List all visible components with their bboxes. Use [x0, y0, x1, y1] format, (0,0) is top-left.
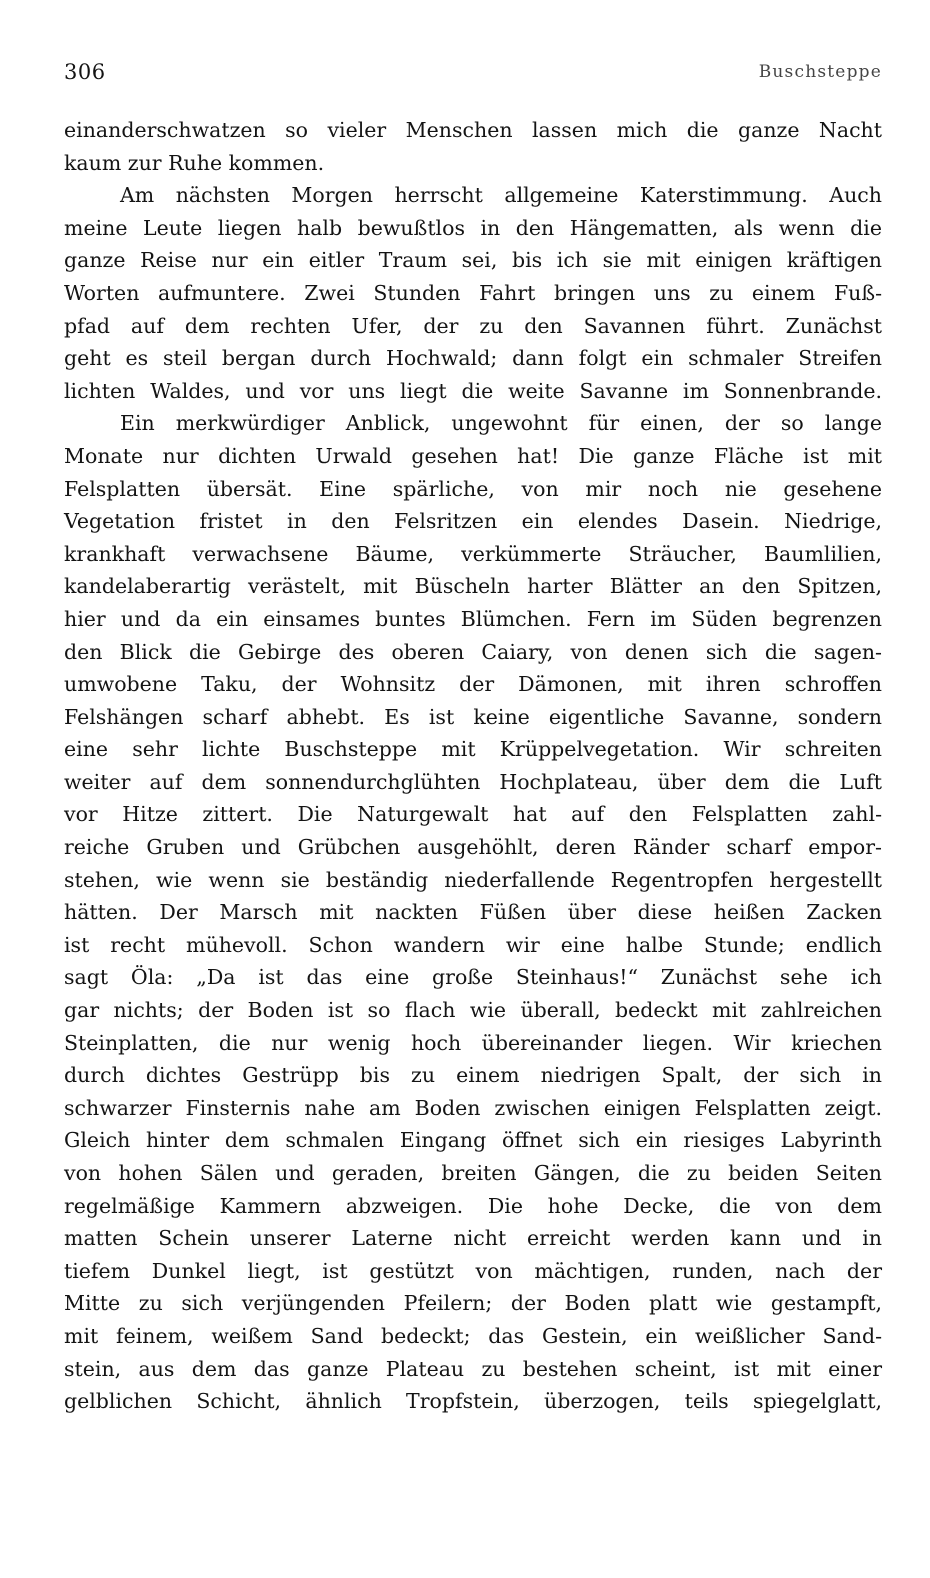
- text-line: Gleich hinter dem schmalen Eingang öffnet sich ein riesiges Labyrinth: [64, 1128, 882, 1153]
- page-header: [64, 56, 882, 96]
- paragraph: [64, 179, 882, 407]
- text-line: den Blick die Gebirge des oberen Caiary, von denen sich die sagen-: [64, 639, 882, 664]
- text-line: Felshängen scharf abhebt. Es ist keine eigentliche Savanne, sondern: [64, 704, 882, 729]
- text-line: pfad auf dem rechten Ufer, der zu den Savannen führt. Zunächst: [64, 313, 882, 338]
- text-line: stehen, wie wenn sie beständig niederfallende Regentropfen hergestellt: [64, 867, 882, 892]
- text-line: lichten Waldes, und vor uns liegt die weite Savanne im Sonnenbrande.: [64, 378, 882, 403]
- text-line: von hohen Sälen und geraden, breiten Gängen, die zu beiden Seiten: [64, 1161, 882, 1185]
- running-head: Buschsteppe: [758, 62, 882, 82]
- text-line: kandelaberartig verästelt, mit Büscheln harter Blätter an den Spitzen,: [64, 574, 882, 599]
- text-line: umwobene Taku, der Wohnsitz der Dämonen, mit ihren schroffen: [64, 672, 882, 697]
- text-line: vor Hitze zittert. Die Naturgewalt hat auf den Felsplatten zahl-: [64, 802, 882, 827]
- text-line: eine sehr lichte Buschsteppe mit Krüppelvegetation. Wir schreiten: [64, 737, 882, 762]
- text-line: einanderschwatzen so vieler Menschen lassen mich die ganze Nacht: [64, 118, 882, 142]
- text-line: geht es steil bergan durch Hochwald; dann folgt ein schmaler Streifen: [64, 346, 882, 371]
- text-line: Am nächsten Morgen herrscht allgemeine Katerstimmung. Auch: [120, 183, 882, 208]
- text-line: Ein merkwürdiger Anblick, ungewohnt für einen, der so lange: [120, 411, 882, 436]
- paragraph: [64, 114, 882, 179]
- body-text: [64, 114, 882, 1418]
- text-line: Felsplatten übersät. Eine spärliche, von mir noch nie gesehene: [64, 476, 882, 501]
- text-line: ist recht mühevoll. Schon wandern wir eine halbe Stunde; endlich: [64, 932, 882, 957]
- text-line: weiter auf dem sonnendurchglühten Hochplateau, über dem die Luft: [64, 769, 882, 794]
- text-line: meine Leute liegen halb bewußtlos in den Hängematten, als wenn die: [64, 215, 882, 240]
- text-line: Steinplatten, die nur wenig hoch übereinander liegen. Wir kriechen: [64, 1030, 882, 1055]
- page-number: 306: [64, 60, 106, 84]
- text-line: sagt Öla: „Da ist das eine große Steinhaus!“ Zunächst sehe ich: [64, 965, 882, 990]
- text-line: Vegetation fristet in den Felsritzen ein elendes Dasein. Niedrige,: [64, 509, 882, 534]
- text-line: Worten aufmuntere. Zwei Stunden Fahrt bringen uns zu einem Fuß-: [64, 280, 882, 305]
- text-line: matten Schein unserer Laterne nicht erreicht werden kann und in: [64, 1226, 882, 1251]
- text-line: hätten. Der Marsch mit nackten Füßen über diese heißen Zacken: [64, 900, 882, 925]
- paragraph: [64, 407, 882, 1417]
- text-line: hier und da ein einsames buntes Blümchen. Fern im Süden begrenzen: [64, 606, 882, 631]
- text-line: tiefem Dunkel liegt, ist gestützt von mächtigen, runden, nach der: [64, 1258, 882, 1283]
- text-line: Mitte zu sich verjüngenden Pfeilern; der Boden platt wie gestampft,: [64, 1291, 882, 1316]
- text-line: stein, aus dem das ganze Plateau zu bestehen scheint, ist mit einer: [64, 1356, 882, 1381]
- text-line: durch dichtes Gestrüpp bis zu einem niedrigen Spalt, der sich in: [64, 1063, 882, 1088]
- text-line: Monate nur dichten Urwald gesehen hat! Die ganze Fläche ist mit: [64, 443, 882, 468]
- text-line: krankhaft verwachsene Bäume, verkümmerte Sträucher, Baumlilien,: [64, 541, 882, 566]
- text-line: gar nichts; der Boden ist so flach wie überall, bedeckt mit zahlreichen: [64, 998, 882, 1023]
- text-line: mit feinem, weißem Sand bedeckt; das Gestein, ein weißlicher Sand-: [64, 1323, 882, 1348]
- text-line: ganze Reise nur ein eitler Traum sei, bis ich sie mit einigen kräftigen: [64, 248, 882, 273]
- text-line: reiche Gruben und Grübchen ausgehöhlt, deren Ränder scharf empor-: [64, 835, 882, 860]
- text-line: schwarzer Finsternis nahe am Boden zwischen einigen Felsplatten zeigt.: [64, 1095, 882, 1120]
- text-line: gelblichen Schicht, ähnlich Tropfstein, überzogen, teils spiegelglatt,: [64, 1389, 882, 1414]
- text-line: kaum zur Ruhe kommen.: [64, 150, 325, 175]
- book-page: [64, 56, 882, 1418]
- text-line: regelmäßige Kammern abzweigen. Die hohe Decke, die von dem: [64, 1193, 882, 1218]
